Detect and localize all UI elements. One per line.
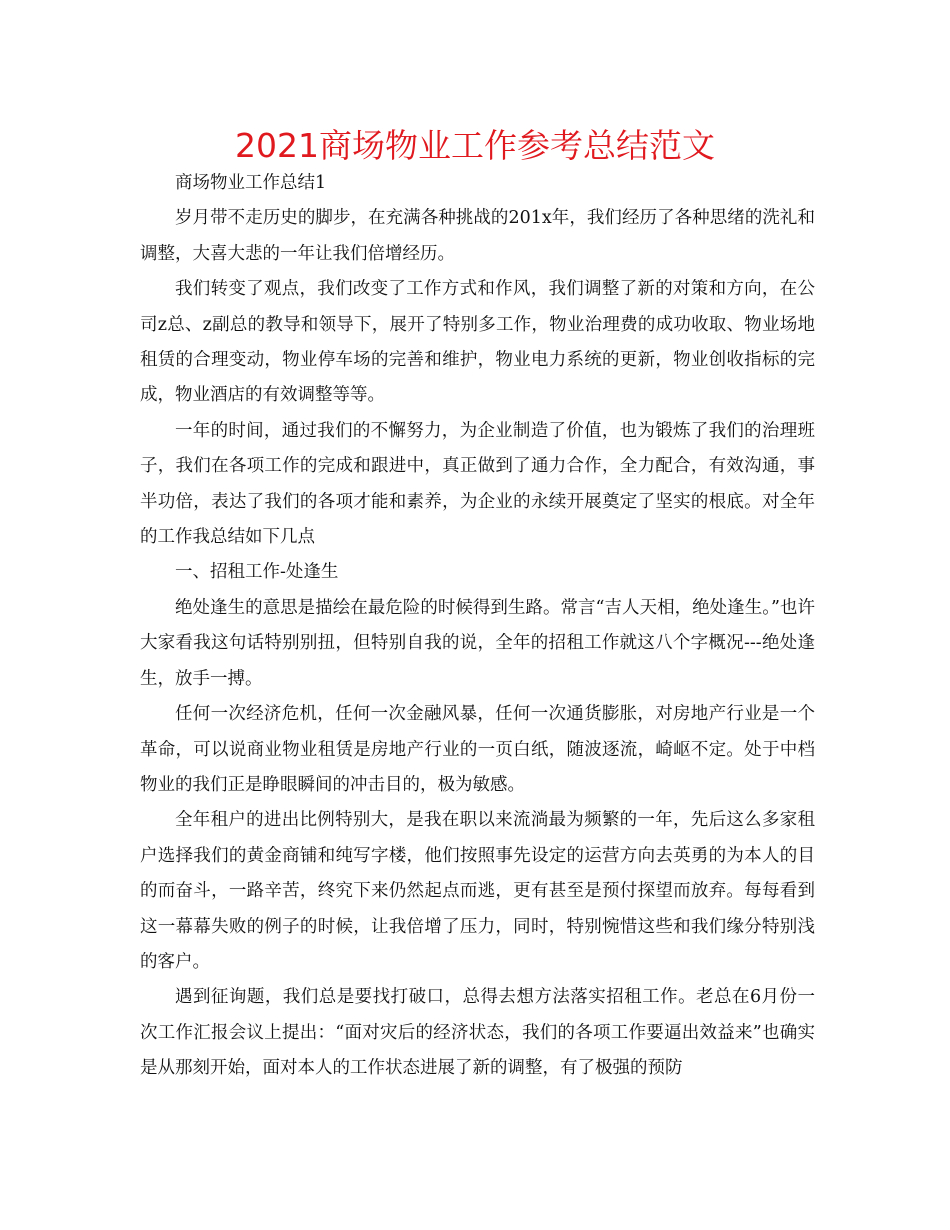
paragraph: 遇到征询题，我们总是要找打破口，总得去想方法落实招租工作。老总在6月份一次工作汇报会议上提出：“面对灾后的经济状态，我们的各项工作要逼出效益来”也确实是从那刻开始，面对本人的工作状态进展了新的调整，有了极强的预防 [140, 987, 815, 1079]
paragraph-subtitle: 商场物业工作总结1 [175, 173, 327, 193]
section-heading: 一、招租工作-处逢生 [175, 562, 339, 583]
document-body [140, 166, 815, 1087]
paragraph: 全年租户的进出比例特别大，是我在职以来流淌最为频繁的一年，先后这么多家租户选择我们的黄金商铺和纯写字楼，他们按照事先设定的运营方向去英勇的为本人的目的而奋斗，一路辛苦，终究下来仍然起点而逃，更有甚至是预付探望而放弃。每每看到这一幕幕失败的例子的时候，让我倍增了压力，同时，特别惋惜这些和我们缘分特别浅的客户。 [140, 810, 815, 972]
paragraph: 绝处逢生的意思是描绘在最危险的时候得到生路。常言“吉人天相，绝处逢生。”也许大家看我这句话特别别扭，但特别自我的说，全年的招租工作就这八个字概况---绝处逢生，放手一搏。 [140, 597, 815, 689]
document-title: 2021商场物业工作参考总结范文 [235, 126, 715, 165]
paragraph: 一年的时间，通过我们的不懈努力，为企业制造了价值，也为锻炼了我们的治理班子，我们在各项工作的完成和跟进中，真正做到了通力合作，全力配合，有效沟通，事半功倍，表达了我们的各项才能和素养，为企业的永续开展奠定了坚实的根底。对全年的工作我总结如下几点 [140, 420, 815, 548]
paragraph: 岁月带不走历史的脚步，在充满各种挑战的201x年，我们经历了各种思绪的洗礼和调整，大喜大悲的一年让我们倍增经历。 [140, 208, 815, 264]
paragraph: 我们转变了观点，我们改变了工作方式和作风，我们调整了新的对策和方向，在公司z总、z副总的教导和领导下，展开了特别多工作，物业治理费的成功收取、物业场地租赁的合理变动，物业停车场的完善和维护，物业电力系统的更新，物业创收指标的完成，物业酒店的有效调整等等。 [140, 279, 815, 406]
paragraph: 任何一次经济危机，任何一次金融风暴，任何一次通货膨胀，对房地产行业是一个革命，可以说商业物业租赁是房地产行业的一页白纸，随波逐流，崎岖不定。处于中档物业的我们正是睁眼瞬间的冲击目的，极为敏感。 [140, 704, 815, 795]
